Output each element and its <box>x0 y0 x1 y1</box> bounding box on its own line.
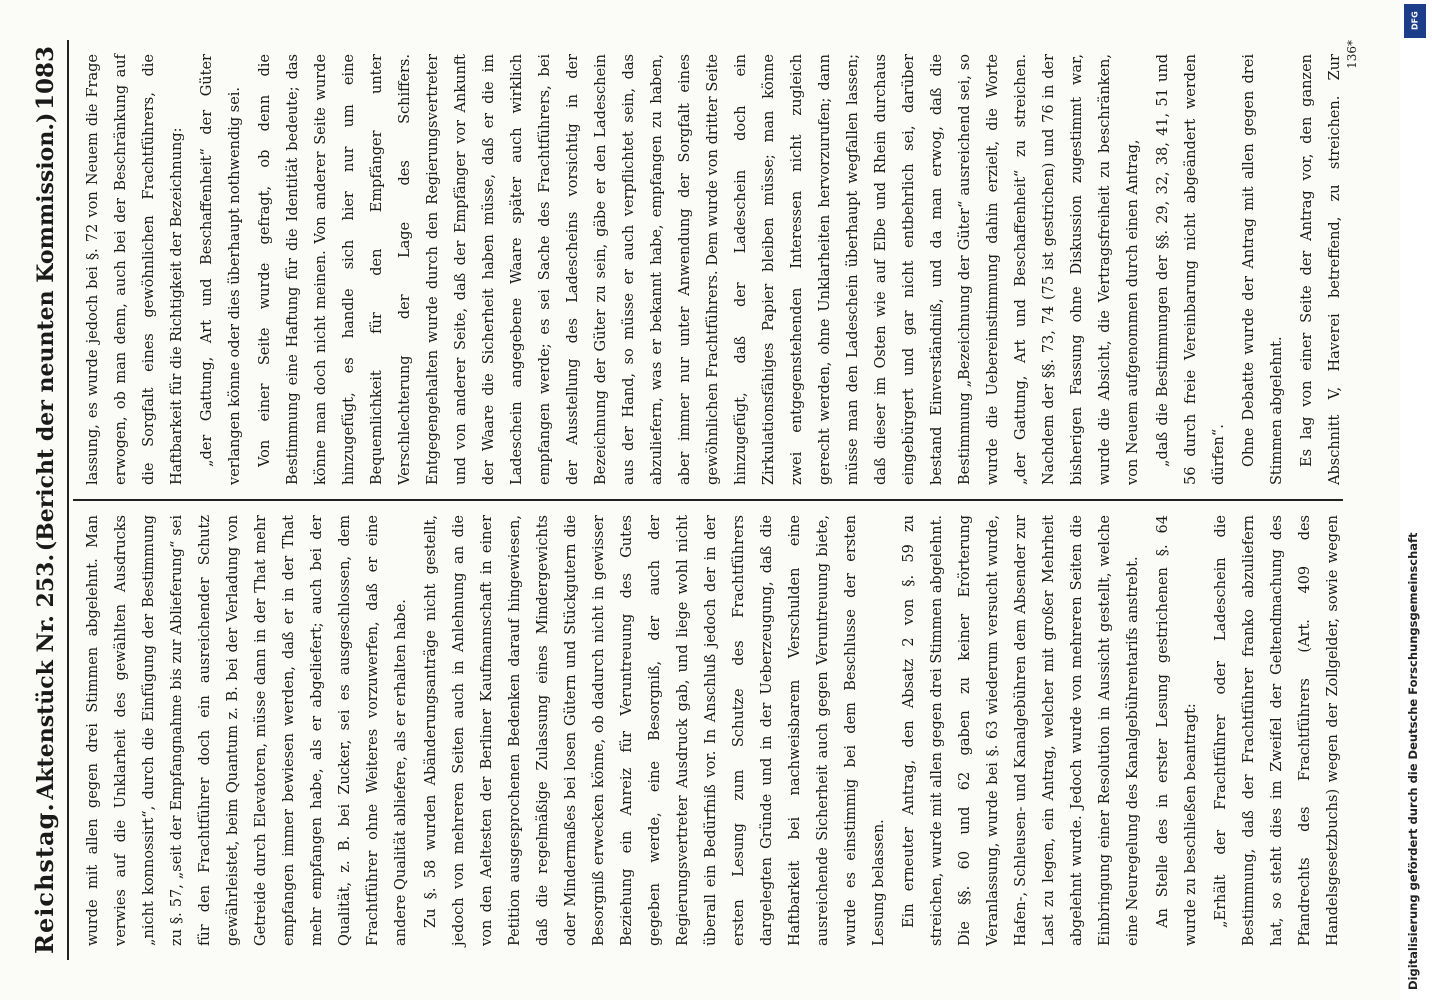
column-divider <box>73 499 1343 501</box>
paragraph: Zu §. 58 wurden Abänderungsanträge nicht gestellt, jedoch von mehreren Seiten auch in Anlehnung an die von den Aeltesten der Berliner Kaufmannschaft in einer Petition ausgesprochenen Bedenken darauf hingewiesen, daß die regelmäßige Zulassung eines Mindergewichts oder Mindermaßes bei losen Gütern und Stückgutern die Besorgniß erwecken könne, ob dadurch nicht in gewisser Beziehung ein Anreiz für Veruntreuung des Gutes gegeben werde, eine Besorgniß, der auch der Regierungsvertreter Ausdruck gab, und liege wohl nicht überall ein Bedürfniß vor. In Anschluß jedoch der in der ersten Lesung zum Schutze des Frachtführers dargelegten Gründe und in der Ueberzeugung, daß die Haftbarkeit bei nachweisbarem Verschulden eine ausreichende Sicherheit auch gegen Veruntreuung biete, wurde es einstimmig bei dem Beschlusse der ersten Lesung belassen. <box>423 515 887 946</box>
text-columns <box>73 40 1343 960</box>
paragraph: „daß die Bestimmungen der §§. 29, 32, 38, 41, 51 und 56 durch freie Vereinbarung nicht abgeändert werden dürfen“. <box>1155 54 1227 485</box>
header-left: Reichstag. <box>30 802 59 954</box>
dfg-logo: DFG <box>1404 4 1426 38</box>
column-right <box>73 40 1343 499</box>
paragraph: „Erhält der Frachtführer oder Ladeschein die Bestimmung, daß der Frachtführer franko abzuliefern hat, so steht dies im Zweifel der Geltendmachung des Pfandrechts des Frachtführers (Art. 409 des Handelsgesetzbuchs) wegen der Zollgelder, sowie wegen <box>1213 515 1341 946</box>
paragraph: Es lag von einer Seite der Antrag vor, den ganzen Abschnitt V, Haverei betreffend, zu streichen. Zur <box>1299 54 1343 485</box>
page-header <box>22 40 69 960</box>
header-center2: (Bericht der neunten Kommission.) <box>33 112 59 552</box>
paragraph: „der Gattung, Art und Beschaffenheit“ der Güter verlangen könne oder dies überhaupt nothwendig sei. <box>199 54 243 485</box>
paragraph: Von einer Seite wurde gefragt, ob denn die Bestimmung eine Haftung für die Identität bedeute; das könne man doch nicht meinen. Von anderer Seite wurde hinzugefügt, es handle sich hier nur um eine Bequemlichkeit für den Empfänger unter Verschlechterung der Lage des Schiffers. Entgegengehalten wurde durch den Regierungsvertreter und von anderer Seite, daß der Empfänger vor Ankunft der Waare die Sicherheit haben müsse, daß er die im Ladeschein angegebene Waare später auch wirklich empfangen werde; es sei Sache des Frachtführers, bei der Ausstellung des Ladescheins vorsichtig in der Bezeichnung der Güter zu sein, gäbe er den Ladeschein aus der Hand, so müsse er auch verpflichtet sein, das abzuliefern, was er bekannt habe, empfangen zu haben, aber immer nur unter Anwendung der Sorgfalt eines gewöhnlichen Frachtführers. Dem wurde von dritter Seite hinzugefügt, daß der Ladeschein doch ein Zirkulationsfähiges Papier bleiben müsse; man könne zwei entgegenstehenden Interessen nicht zugleich gerecht werden, ohne Unklarheiten hervorzurufen; dann müsse man den Ladeschein überhaupt wegfallen lassen; daß dieser im Osten wie auf Elbe und Rhein durchaus eingebürgert und gar nicht entbehrlich sei, darüber bestand Einverständniß, und da man erwog, daß die Bestimmung „Bezeichnung der Güter“ ausreichend sei, so wurde die Uebereinstimmung dahin erzielt, die Worte „der Gattung, Art und Beschaffenheit“ zu streichen. Nachdem der §§. 73, 74 (75 ist gestrichen) und 76 in der bisherigen Fassung ohne Diskussion zugestimmt war, wurde die Absicht, die Vertragsfreiheit zu beschränken, von Neuem aufgenommen durch einen Antrag, <box>257 54 1141 485</box>
signature-mark: 136* <box>1345 40 1359 69</box>
paragraph: lassung, es wurde jedoch bei §. 72 von Neuem die Frage erwogen, ob man denn, auch bei der Beschränkung auf die Sorgfalt eines gewöhnlichen Frachtführers, die Haftbarkeit für die Richtigkeit der Bezeichnung: <box>85 54 185 485</box>
page-number: 1083 <box>32 46 59 111</box>
credit-strip <box>1404 0 1428 1000</box>
paragraph: An Stelle des in erster Lesung gestrichenen §. 64 wurde zu beschließen beantragt: <box>1155 515 1199 946</box>
paragraph: Ohne Debatte wurde der Antrag mit allen gegen drei Stimmen abgelehnt. <box>1241 54 1285 485</box>
credit-text: Digitalisierung gefördert durch die Deutsche Forschungsgemeinschaft <box>1406 532 1420 990</box>
paragraph: Ein erneuter Antrag, den Absatz 2 von §. 59 zu streichen, wurde mit allen gegen drei Stimmen abgelehnt. Die §§. 60 und 62 gaben zu keiner Erörterung Veranlassung, wurde bei §. 63 wiederum versucht wurde, Hafen-, Schleusen- und Kanalgebühren dem Absender zur Last zu legen, ein Antrag, welcher mit großer Mehrheit abgelehnt wurde. Jedoch wurde von mehreren Seiten die Einbringung einer Resolution in Aussicht gestellt, welche eine Neuregelung des Kanalgebührentarifs anstrebt. <box>901 515 1141 946</box>
column-left <box>73 501 1343 960</box>
paragraph: wurde mit allen gegen drei Stimmen abgelehnt. Man verwies auf die Unklarheit des gewählten Ausdrucks „nicht konnossirt“, durch die Einfügung der Bestimmung zu §. 57, „seit der Empfangnahme bis zur Ablieferung“ sei für den Frachtführer doch ein ausreichender Schutz gewährleistet, beim Quantum z. B. bei der Verladung von Getreide durch Elevatoren, müsse dann in der That mehr empfangen immer bewiesen werden, daß er in der That mehr empfangen habe, als er abgeliefert; auch bei der Qualität, z. B. bei Zucker, sei es ausgeschlossen, dem Frachtführer ohne Weiteres vorzuwerfen, daß er eine andere Qualität abliefere, als er erhalten habe. <box>85 515 409 946</box>
header-center: Aktenstück Nr. 253. <box>33 553 59 800</box>
